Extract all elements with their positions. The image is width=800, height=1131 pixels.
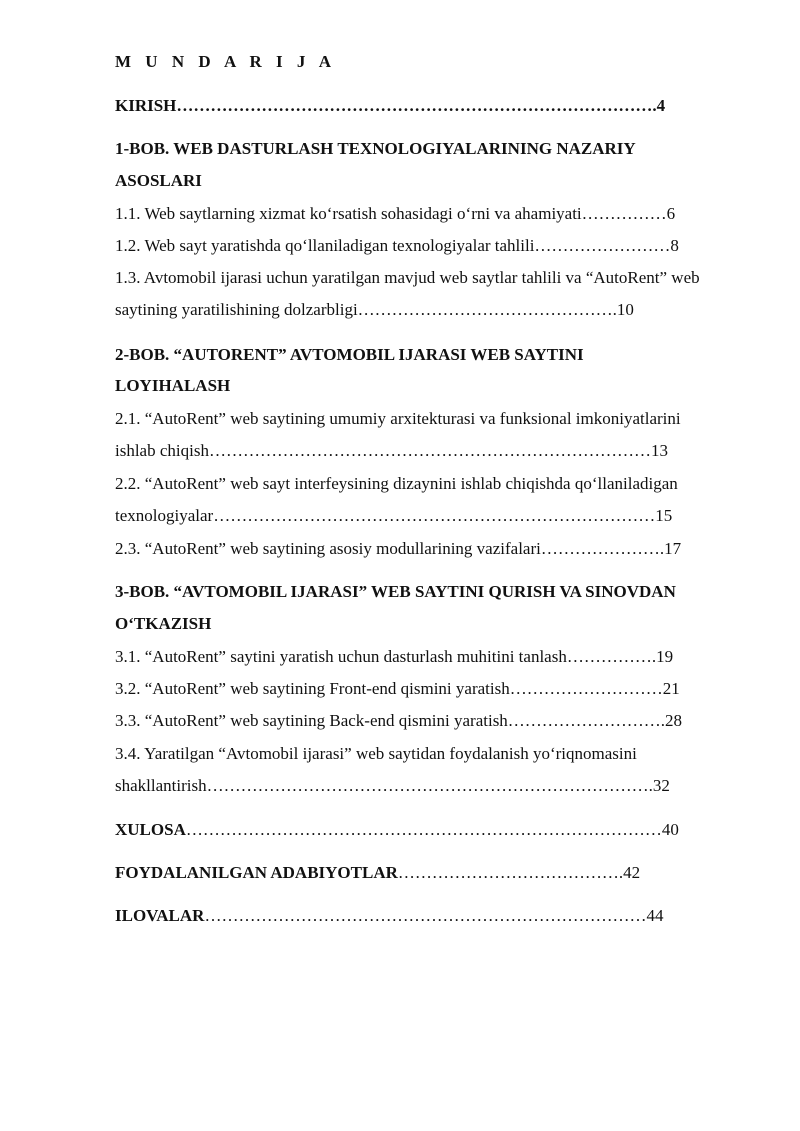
toc-entry-kirish-text: KIRISH………………………………………………………………………….4	[115, 96, 666, 115]
toc-entry-adabiyotlar	[115, 863, 640, 883]
toc-entry-kirish	[115, 96, 665, 116]
toc-entry-2-2-line-1: 2.2. “AutoRent” web sayt interfeysining dizaynini ishlab chiqishda qoʻllaniladigan	[115, 474, 678, 493]
toc-entry-2-1-line-1: 2.1. “AutoRent” web saytining umumiy arxitekturasi va funksional imkoniyatlarini	[115, 409, 681, 428]
toc-entry-3-2: 3.2. “AutoRent” web saytining Front-end qismini yaratish………………………21	[115, 679, 680, 698]
toc-entry-ilovalar	[115, 906, 663, 926]
toc-entry-2-1-line-2: ishlab chiqish……………………………………………………………………13	[115, 441, 668, 460]
toc-entry-1-1: 1.1. Web saytlarning xizmat koʻrsatish sohasidagi oʻrni va ahamiyati……………6	[115, 204, 676, 223]
chapter-2-heading-line-2: LOYIHALASH	[115, 376, 231, 395]
toc-entry-xulosa	[115, 820, 679, 840]
toc-entry-2-2-line-2: texnologiyalar……………………………………………………………………15	[115, 506, 673, 525]
page-title: M U N D A R I J A	[115, 52, 337, 71]
toc-entry-adabiyotlar-label: FOYDALANILGAN ADABIYOTLAR	[115, 863, 398, 882]
toc-entry-3-3: 3.3. “AutoRent” web saytining Back-end qismini yaratish……………………….28	[115, 711, 683, 730]
toc-entry-1-3-line-2: saytining yaratilishining dolzarbligi……………………………………….10	[115, 300, 634, 319]
toc-entry-2-3: 2.3. “AutoRent” web saytining asosiy modullarining vazifalari………………….17	[115, 539, 682, 558]
chapter-1-heading-line-1: 1-BOB. WEB DASTURLASH TEXNOLOGIYALARINING NAZARIY	[115, 139, 636, 158]
toc-entry-xulosa-leader: …………………………………………………………………………40	[185, 820, 679, 839]
toc-entry-3-4-line-2: shakllantirish…………………………………………………………………….32	[115, 776, 670, 795]
chapter-3-heading-line-2: OʻTKAZISH	[115, 614, 212, 633]
chapter-1-heading-line-2: ASOSLARI	[115, 171, 202, 190]
chapter-3-heading-line-1: 3-BOB. “AVTOMOBIL IJARASI” WEB SAYTINI QURISH VA SINOVDAN	[115, 582, 676, 601]
toc-entry-adabiyotlar-leader: ………………………………….42	[397, 863, 641, 882]
toc-entry-xulosa-label: XULOSA	[115, 820, 186, 839]
chapter-2-heading-line-1: 2-BOB. “AUTORENT” AVTOMOBIL IJARASI WEB SAYTINI	[115, 345, 584, 364]
toc-entry-1-2: 1.2. Web sayt yaratishda qoʻllaniladigan texnologiyalar tahlili……………………8	[115, 236, 679, 255]
toc-entry-1-3-line-1: 1.3. Avtomobil ijarasi uchun yaratilgan mavjud web saytlar tahlili va “AutoRent” web	[115, 268, 700, 287]
toc-entry-ilovalar-label: ILOVALAR	[115, 906, 205, 925]
toc-entry-3-1: 3.1. “AutoRent” saytini yaratish uchun dasturlash muhitini tanlash…………….19	[115, 647, 674, 666]
toc-entry-3-4-line-1: 3.4. Yaratilgan “Avtomobil ijarasi” web saytidan foydalanish yoʻriqnomasini	[115, 744, 637, 763]
toc-entry-ilovalar-leader: ……………………………………………………………………44	[204, 906, 664, 925]
